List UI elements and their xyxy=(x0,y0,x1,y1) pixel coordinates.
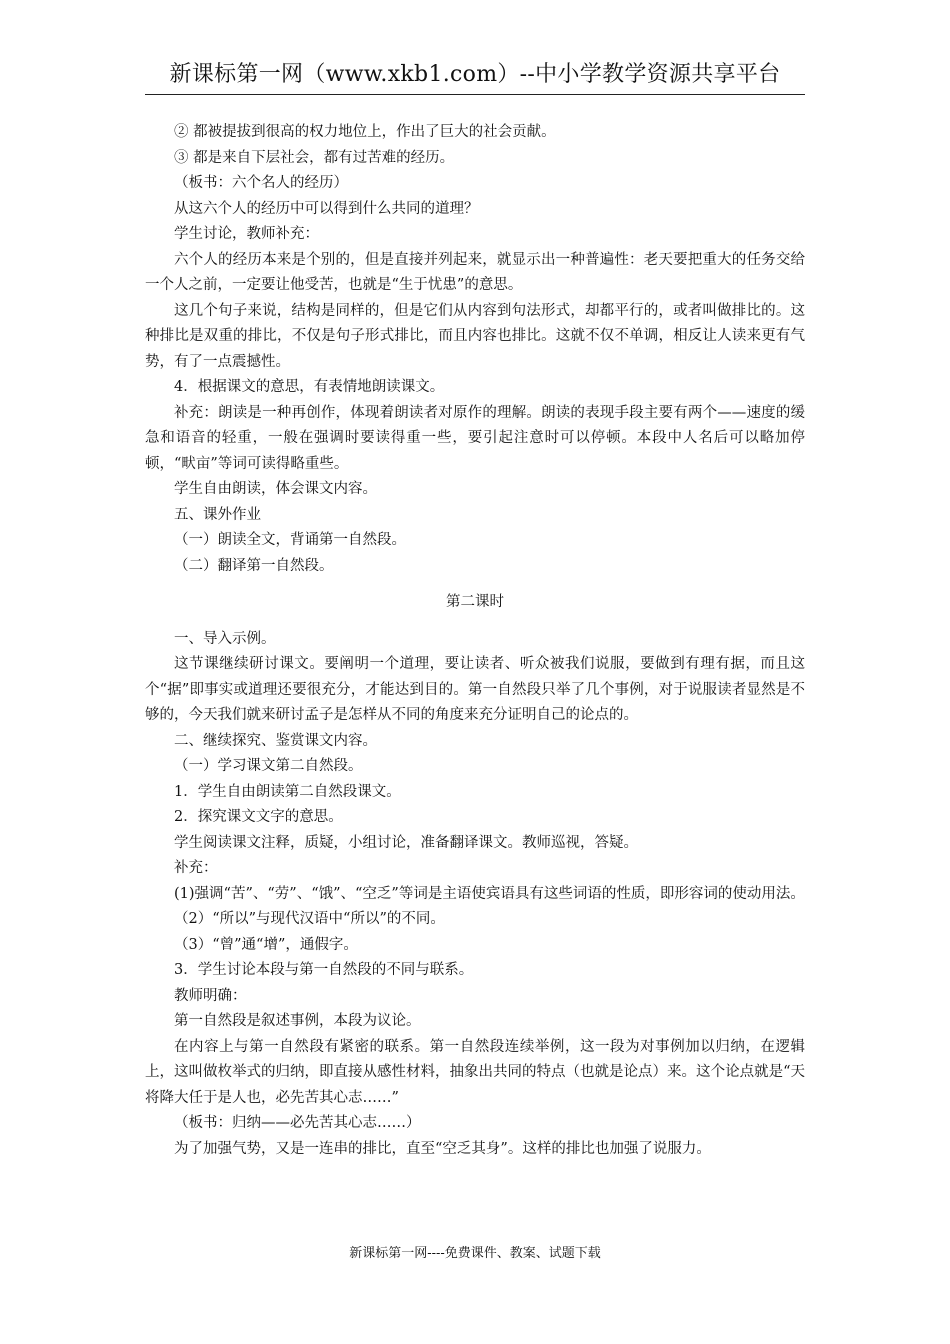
paragraph: 补充： xyxy=(174,860,218,876)
paragraph: 为了加强气势，又是一连串的排比，直至“空乏其身”。这样的排比也加强了说服力。 xyxy=(174,1140,711,1157)
paragraph: 五、课外作业 xyxy=(174,506,261,523)
paragraph: （板书：归纳——必先苦其心志……） xyxy=(174,1115,421,1131)
paragraph: 学生自由朗读，体会课文内容。 xyxy=(174,481,377,497)
paragraph: 1．学生自由朗读第二自然段课文。 xyxy=(174,783,401,800)
paragraph: 二、继续探究、鉴赏课文内容。 xyxy=(174,732,377,749)
paragraph: 教师明确： xyxy=(174,987,247,1004)
page-footer: 新课标第一网----免费课件、教案、试题下载 xyxy=(349,1246,601,1261)
paragraph: 3．学生讨论本段与第一自然段的不同与联系。 xyxy=(174,962,474,978)
paragraph: 这几个句子来说，结构是同样的，但是它们从内容到句法形式，却都平行的，或者叫做排比的。这种排比是双重的排比，不仅是句子形式排比，而且内容也排比。这就不仅不单调，相反让人读来更有气势，有了一点震撼性。 xyxy=(145,302,805,370)
paragraph: （一）学习课文第二自然段。 xyxy=(174,758,363,774)
paragraph: 从这六个人的经历中可以得到什么共同的道理？ xyxy=(174,200,479,217)
paragraph: 学生讨论，教师补充： xyxy=(174,226,319,242)
paragraph: （二）翻译第一自然段。 xyxy=(174,557,334,574)
section-heading: 第二课时 xyxy=(446,594,504,610)
document-body xyxy=(145,120,805,1162)
paragraph: （板书：六个名人的经历） xyxy=(174,175,348,191)
paragraph: 2．探究课文文字的意思。 xyxy=(174,809,343,825)
paragraph: 学生阅读课文注释，质疑，小组讨论，准备翻译课文。教师巡视，答疑。 xyxy=(174,834,638,851)
paragraph: 六个人的经历本来是个别的，但是直接并列起来，就显示出一种普遍性：老天要把重大的任务交给一个人之前，一定要让他受苦，也就是“生于忧患”的意思。 xyxy=(145,251,805,293)
paragraph: 一、导入示例。 xyxy=(174,630,276,647)
paragraph: ③ 都是来自下层社会，都有过苦难的经历。 xyxy=(174,149,455,166)
paragraph: 补充：朗读是一种再创作，体现着朗读者对原作的理解。朗读的表现手段主要有两个——速度的缓急和语音的轻重，一般在强调时要读得重一些，要引起注意时可以停顿。本段中人名后可以略加停顿，“畎亩”等词可读得略重些。 xyxy=(145,404,805,472)
paragraph: ② 都被提拔到很高的权力地位上，作出了巨大的社会贡献。 xyxy=(174,124,556,140)
paragraph: 在内容上与第一自然段有紧密的联系。第一自然段连续举例，这一段为对事例加以归纳，在逻辑上，这叫做枚举式的归纳，即直接从感性材料，抽象出共同的特点（也就是论点）来。这个论点就是“天将降大任于是人也，必先苦其心志……” xyxy=(145,1038,805,1106)
paragraph: (1)强调“苦”、“劳”、“饿”、“空乏”等词是主语使宾语具有这些词语的性质，即形容词的使动用法。 xyxy=(174,885,805,902)
paragraph: （3）“曾”通“增”，通假字。 xyxy=(174,936,358,953)
paragraph: 这节课继续研讨课文。要阐明一个道理，要让读者、听众被我们说服，要做到有理有据，而且这个“据”即事实或道理还要很充分，才能达到目的。第一自然段只举了几个事例，对于说服读者显然是不够的，今天我们就来研讨孟子是怎样从不同的角度来充分证明自己的论点的。 xyxy=(145,656,805,723)
paragraph: （2）“所以”与现代汉语中“所以”的不同。 xyxy=(174,911,445,927)
paragraph: （一）朗读全文，背诵第一自然段。 xyxy=(174,532,406,548)
paragraph: 第一自然段是叙述事例，本段为议论。 xyxy=(174,1013,421,1029)
paragraph: 4．根据课文的意思，有表情地朗读课文。 xyxy=(174,379,445,395)
page-header-title: 新课标第一网（www.xkb1.com）--中小学教学资源共享平台 xyxy=(145,60,805,95)
